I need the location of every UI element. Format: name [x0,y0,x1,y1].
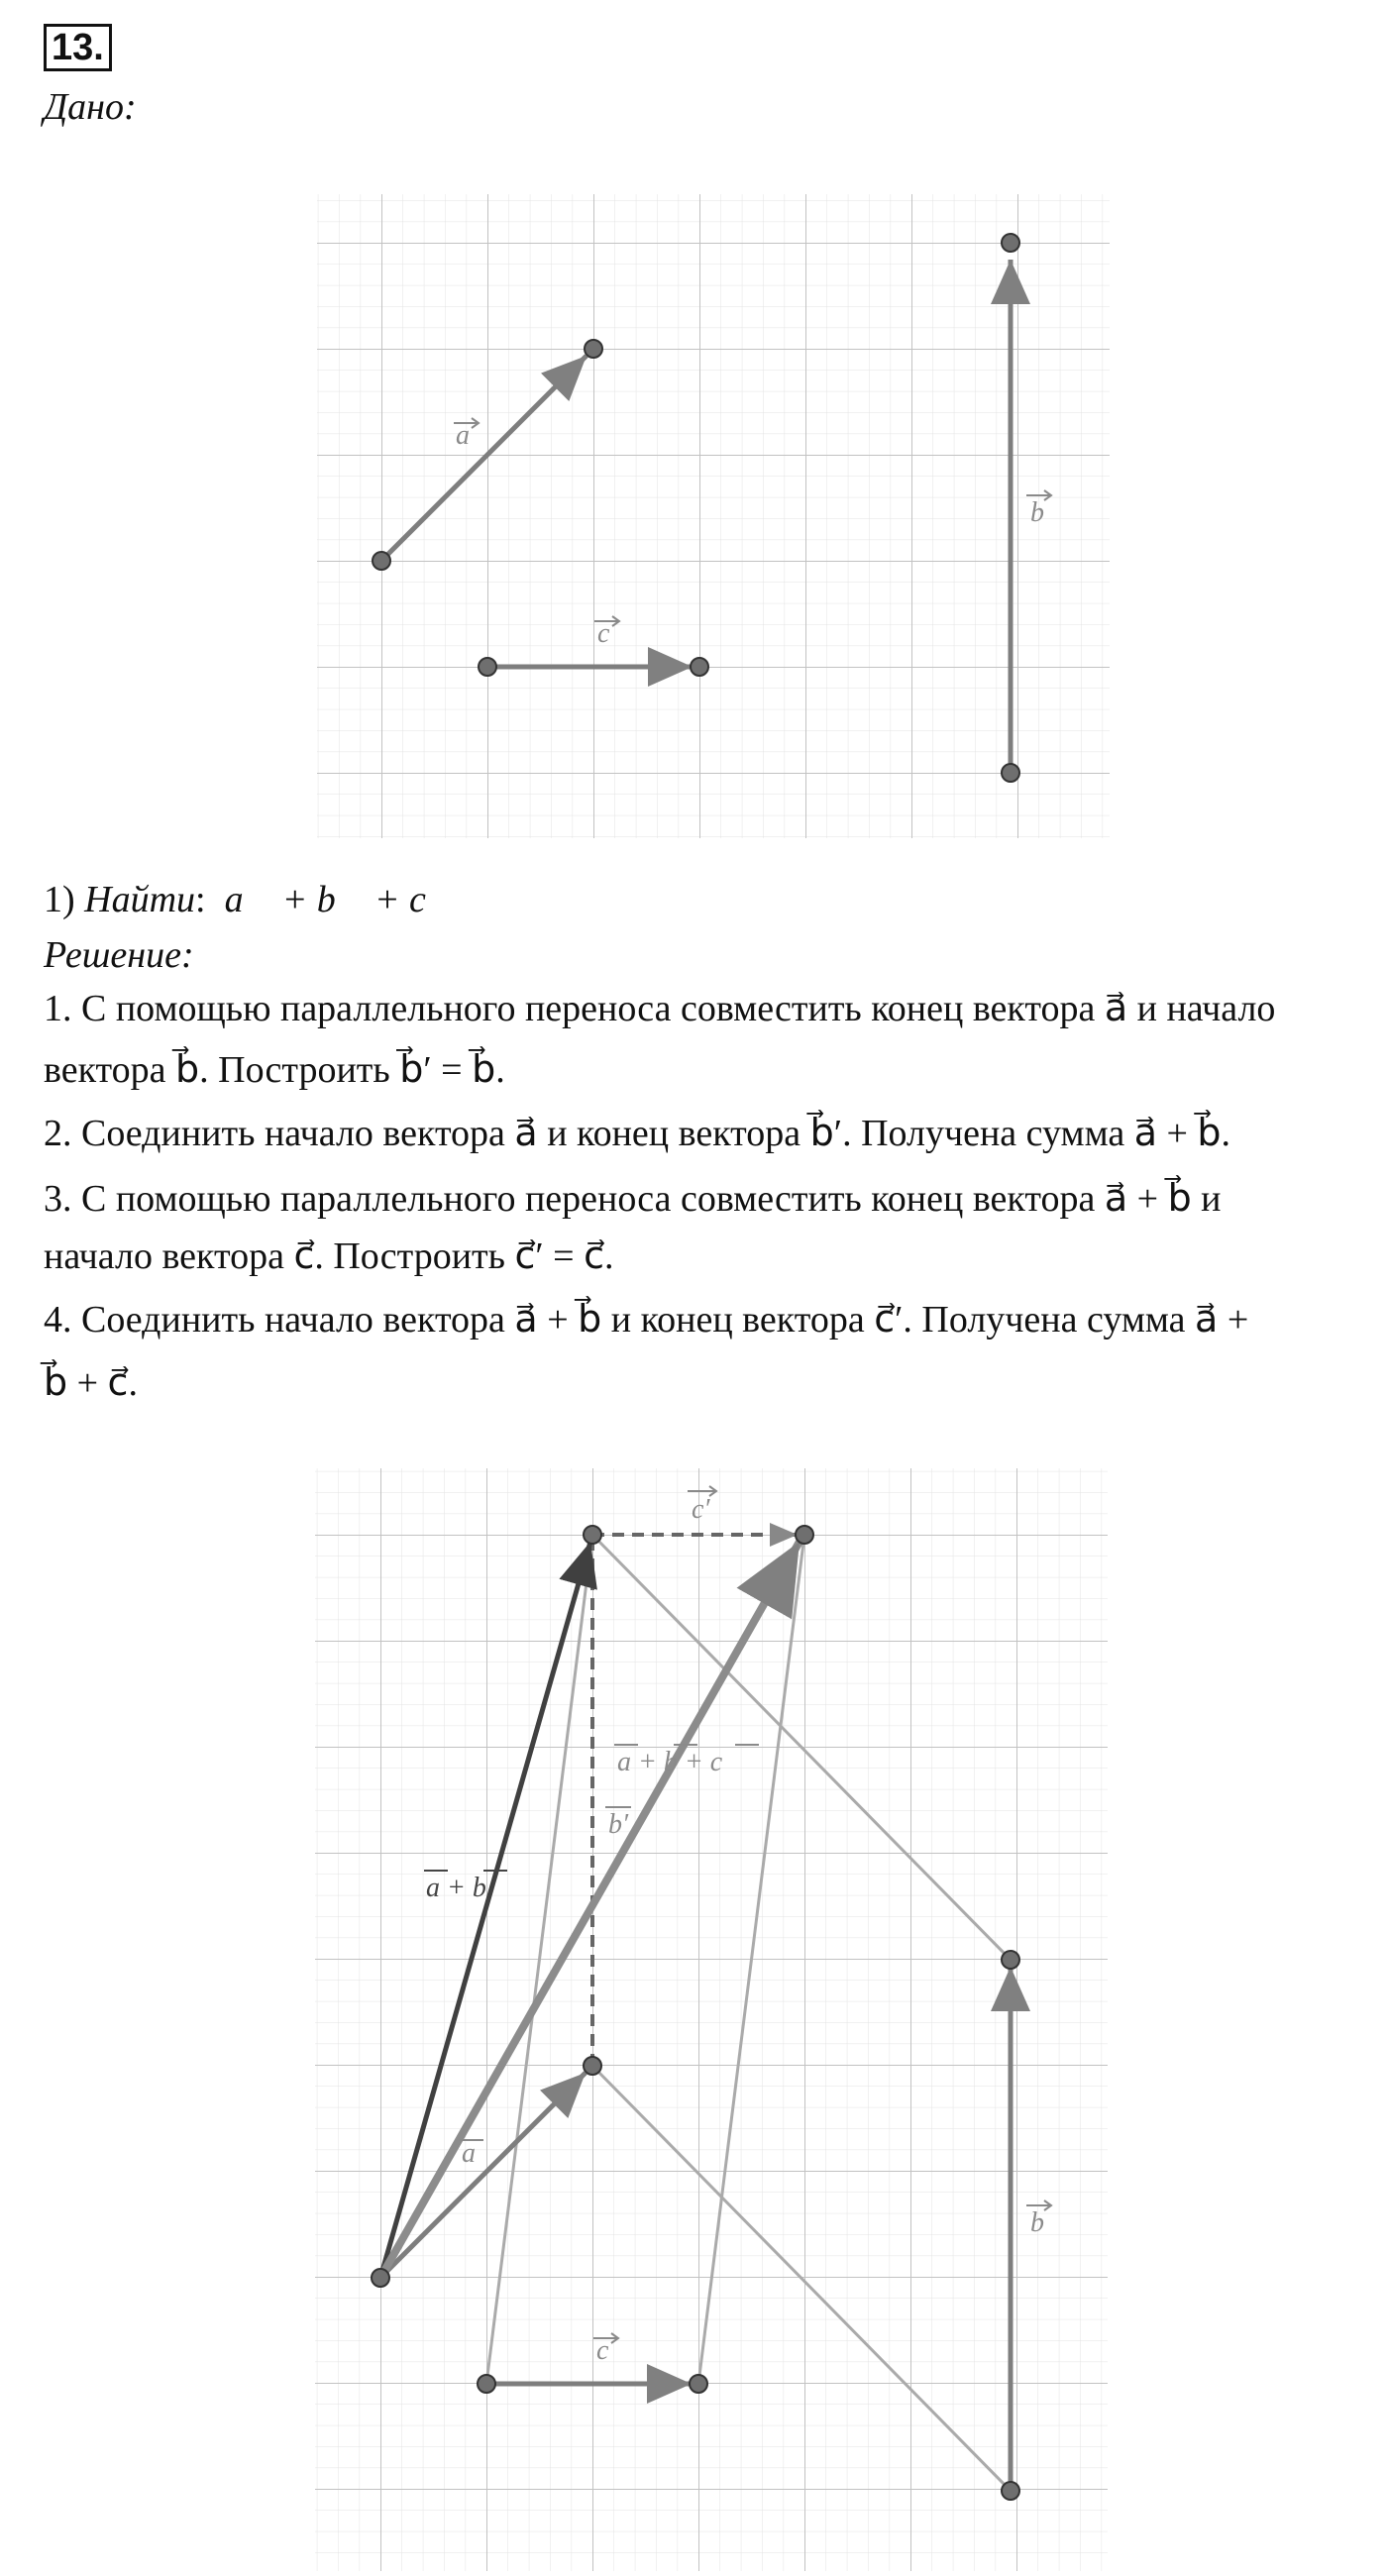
step-3-line-2: начало вектора c⃗. Построить c⃗′ = c⃗. [44,1235,614,1277]
vector-grid-1 [317,194,1110,838]
point [691,658,708,676]
point [478,2375,495,2393]
label-c: c [596,2335,609,2366]
step-1-line-2: вектора b⃗. Построить b⃗′ = b⃗. [44,1049,505,1091]
label-a: a [456,420,470,451]
point [690,2375,707,2393]
vector-grid-2 [315,1468,1108,2571]
label-a-plus-b: a + b [426,1873,486,1903]
step-3-line-1: 3. С помощью параллельного переноса совместить конец вектора a⃗ + b⃗ и [44,1178,1222,1220]
label-b-prime: b′ [608,1809,629,1840]
step-1-line-1: 1. С помощью параллельного переноса совместить конец вектора a⃗ и начало [44,988,1276,1029]
point [1002,1951,1019,1969]
point [479,658,496,676]
figure-given-vectors [317,194,1110,838]
label-c: c [597,618,610,649]
step-4-line-2: b⃗ + c⃗. [44,1362,138,1404]
find-expression: a⃗ + b⃗ + c⃗ [224,879,456,920]
given-label: Дано: [44,86,137,128]
point [1002,2482,1019,2500]
find-line: 1) Найти: a⃗ + b⃗ + c⃗ [44,879,456,920]
point [1002,764,1019,782]
point [373,552,390,570]
label-c-prime: c′ [692,1494,710,1525]
point [584,1526,601,1544]
point [584,2057,601,2075]
step-4-line-1: 4. Соединить начало вектора a⃗ + b⃗ и конец вектора c⃗′. Получена сумма a⃗ + [44,1299,1249,1341]
point [372,2269,389,2287]
point [585,340,602,358]
label-abc: a + b + c [617,1747,723,1777]
label-a: a [462,2138,476,2169]
point [1002,234,1019,252]
step-2-line-1: 2. Соединить начало вектора a⃗ и конец вектора b⃗′. Получена сумма a⃗ + b⃗. [44,1113,1231,1154]
figure-solution [315,1468,1108,2571]
point [796,1526,813,1544]
problem-number: 13. [44,24,112,71]
solution-label: Решение: [44,934,194,976]
label-b: b [1030,497,1044,528]
label-b: b [1030,2207,1044,2238]
